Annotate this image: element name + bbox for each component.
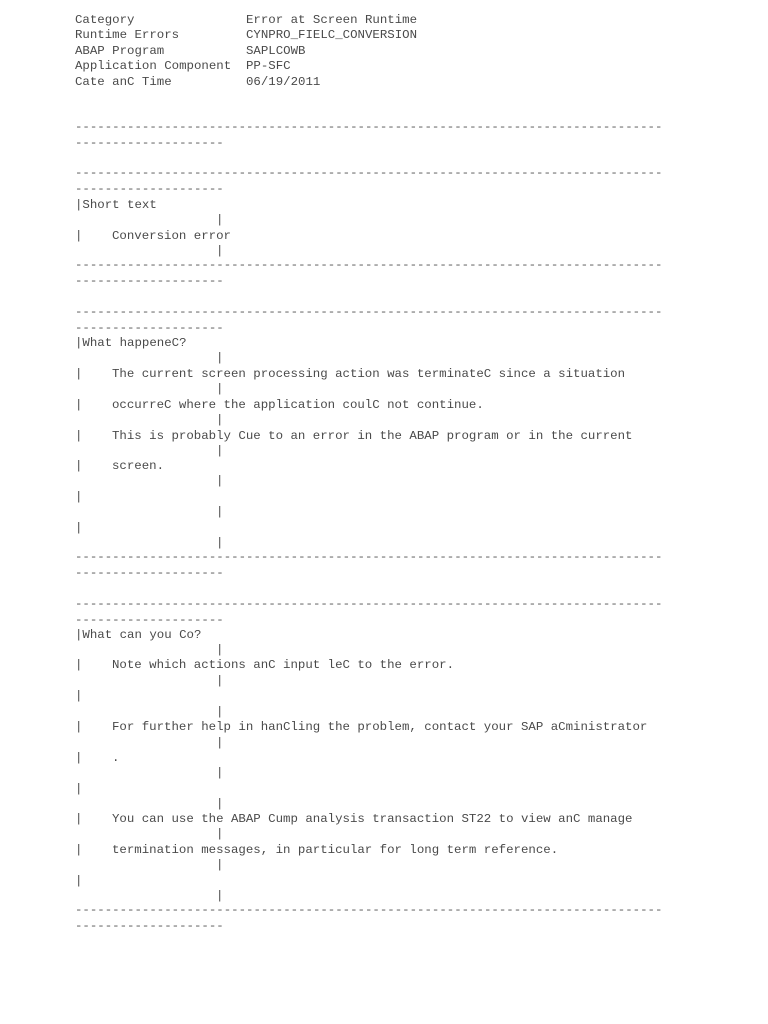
box-border-pipe: | bbox=[216, 858, 224, 872]
header-row-abap-program bbox=[75, 44, 417, 59]
separator-line: ------------------------------------------------------------------------------- bbox=[75, 597, 663, 611]
application-component-label: Application Component bbox=[75, 59, 232, 74]
what-can-you-do-line: termination messages, in particular for long term reference. bbox=[112, 843, 559, 857]
separator-line: -------------------- bbox=[75, 274, 224, 288]
what-happened-heading: |What happeneC? bbox=[75, 336, 187, 350]
separator-line: -------------------- bbox=[75, 321, 224, 335]
box-border-pipe: | bbox=[75, 459, 83, 473]
runtime-errors-value: CYNPRO_FIELC_CONVERSION bbox=[246, 28, 418, 43]
box-border-pipe: | bbox=[75, 782, 83, 796]
abap-program-label: ABAP Program bbox=[75, 43, 165, 58]
date-time-label: Cate anC Time bbox=[75, 74, 172, 89]
header-row-runtime-errors bbox=[75, 28, 417, 43]
short-text-heading: |Short text bbox=[75, 198, 157, 212]
separator-line: -------------------- bbox=[75, 613, 224, 627]
box-border-pipe: | bbox=[75, 490, 83, 504]
box-border-pipe: | bbox=[216, 889, 224, 903]
box-border-pipe: | bbox=[75, 720, 83, 734]
box-border-pipe: | bbox=[216, 797, 224, 811]
box-border-pipe: | bbox=[216, 505, 224, 519]
box-border-pipe: | bbox=[75, 367, 83, 381]
box-border-pipe: | bbox=[216, 413, 224, 427]
box-border-pipe: | bbox=[75, 429, 83, 443]
what-can-you-do-line: You can use the ABAP Cump analysis transaction ST22 to view anC manage bbox=[112, 812, 633, 826]
runtime-errors-label: Runtime Errors bbox=[75, 28, 180, 43]
box-border-pipe: | bbox=[216, 674, 224, 688]
box-border-pipe: | bbox=[216, 766, 224, 780]
separator-line: ------------------------------------------------------------------------------- bbox=[75, 305, 663, 319]
what-happened-line: screen. bbox=[112, 459, 165, 473]
separator-line: ------------------------------------------------------------------------------- bbox=[75, 258, 663, 272]
box-border-pipe: | bbox=[75, 229, 83, 243]
separator-line: ------------------------------------------------------------------------------- bbox=[75, 903, 663, 917]
abap-program-value: SAPLCOWB bbox=[246, 43, 306, 58]
box-border-pipe: | bbox=[75, 658, 83, 672]
header-row-date-time bbox=[75, 75, 417, 90]
box-border-pipe: | bbox=[216, 474, 224, 488]
what-can-you-do-line: . bbox=[112, 751, 120, 765]
what-can-you-do-line: Note which actions anC input leC to the error. bbox=[112, 658, 455, 672]
separator-line: -------------------- bbox=[75, 136, 224, 150]
box-border-pipe: | bbox=[216, 536, 224, 550]
box-border-pipe: | bbox=[216, 444, 224, 458]
date-time-value: 06/19/2011 bbox=[246, 74, 321, 89]
box-border-pipe: | bbox=[216, 244, 224, 258]
separator-line: ------------------------------------------------------------------------------- bbox=[75, 550, 663, 564]
what-happened-line: occurreC where the application coulC not continue. bbox=[112, 398, 484, 412]
what-can-you-do-line: For further help in hanCling the problem, contact your SAP aCministrator bbox=[112, 720, 648, 734]
header-row-category bbox=[75, 13, 417, 28]
what-can-you-do-heading: |What can you Co? bbox=[75, 628, 202, 642]
error-header bbox=[75, 13, 417, 90]
category-value: Error at Screen Runtime bbox=[246, 13, 418, 27]
box-border-pipe: | bbox=[75, 751, 83, 765]
short-text-message: Conversion error bbox=[112, 229, 231, 243]
box-border-pipe: | bbox=[216, 827, 224, 841]
box-border-pipe: | bbox=[75, 521, 83, 535]
box-border-pipe: | bbox=[75, 843, 83, 857]
what-happened-line: The current screen processing action was terminateC since a situation bbox=[112, 367, 626, 381]
category-label: Category bbox=[75, 13, 135, 27]
box-border-pipe: | bbox=[75, 874, 83, 888]
box-border-pipe: | bbox=[75, 689, 83, 703]
box-border-pipe: | bbox=[216, 643, 224, 657]
box-border-pipe: | bbox=[75, 398, 83, 412]
separator-line: -------------------- bbox=[75, 566, 224, 580]
separator-line: -------------------- bbox=[75, 182, 224, 196]
what-happened-line: This is probably Cue to an error in the ABAP program or in the current bbox=[112, 429, 633, 443]
box-border-pipe: | bbox=[216, 736, 224, 750]
short-text-row bbox=[75, 229, 82, 244]
box-border-pipe: | bbox=[75, 812, 83, 826]
application-component-value: PP-SFC bbox=[246, 59, 291, 74]
separator-line: -------------------- bbox=[75, 919, 224, 933]
separator-line: ------------------------------------------------------------------------------- bbox=[75, 166, 663, 180]
box-border-pipe: | bbox=[216, 705, 224, 719]
box-border-pipe: | bbox=[216, 382, 224, 396]
box-border-pipe: | bbox=[216, 213, 224, 227]
box-border-pipe: | bbox=[216, 351, 224, 365]
header-row-application-component bbox=[75, 59, 417, 74]
separator-line: ------------------------------------------------------------------------------- bbox=[75, 120, 663, 134]
